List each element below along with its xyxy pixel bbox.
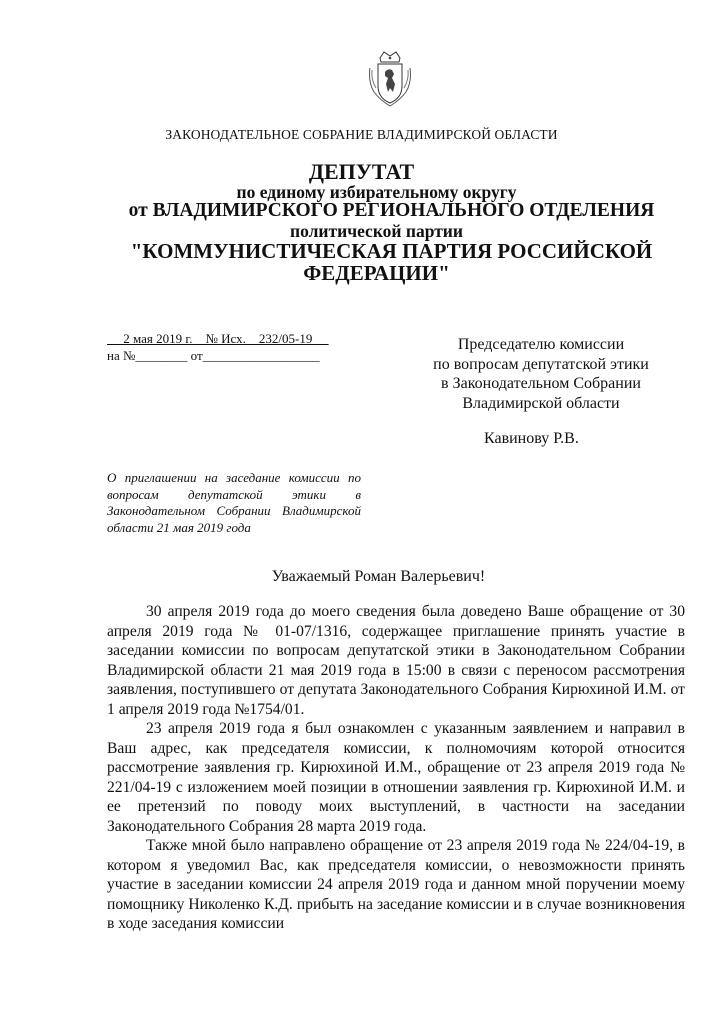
reply-reference: на №________ от__________________ (107, 347, 320, 363)
deputy-title-line: от ВЛАДИМИРСКОГО РЕГИОНАЛЬНОГО ОТДЕЛЕНИЯ (128, 200, 655, 222)
addressee-line: в Законодательном Собрании (441, 375, 641, 393)
deputy-title-block (0, 160, 723, 284)
body-paragraph: Также мной было направлено обращение от 23 апреля 2019 года № 224/04-19, в котором я уведомил Вас, как председателя комиссии, о невозможности принять участие в заседании комиссии 24 апреля 2019 года и данном мной поручении моему помощнику Николенко К.Д. прибыть на заседание комиссии и в случае возникновения в ходе заседания комиссии (107, 837, 685, 932)
outgoing-reference (107, 331, 329, 365)
deputy-title-line: политической партии (290, 220, 463, 241)
addressee-line: по вопросам депутатской этики (433, 355, 649, 373)
deputy-title-line: ФЕДЕРАЦИИ" (303, 261, 450, 286)
deputy-title-line: по единому избирательному округу (236, 182, 517, 203)
deputy-title: ДЕПУТАТ (308, 159, 415, 184)
letter-subject: О приглашении на заседание комиссии по вопросам депутатской этики в Законодательном Собрании Владимирской области 21 мая 2019 года (107, 470, 361, 535)
body-paragraph: 23 апреля 2019 года я был ознакомлен с указанным заявлением и направил в Ваш адрес, как председателя комиссии, к полномочиям которой относится рассмотрение заявления гр. Кирюхиной И.М., обращение от 23 апреля 2019 года № 221/04-19 с изложением моей позиции в отношении заявления гр. Кирюхиной И.М. и ее претензий по поводу моих выступлений, в частности на заседании Законодательного Собрания 28 марта 2019 года. (107, 720, 685, 835)
coat-of-arms-icon (366, 48, 414, 108)
letter-body (107, 602, 685, 934)
addressee-name: Кавинову Р.В. (484, 430, 579, 447)
addressee-line: Председателю комиссии (457, 336, 625, 353)
addressee-block (410, 335, 672, 413)
assembly-name: ЗАКОНОДАТЕЛЬНОЕ СОБРАНИЕ ВЛАДИМИРСКОЙ ОБЛАСТИ (165, 127, 558, 142)
body-paragraph: 30 апреля 2019 года до моего сведения была доведено Ваше обращение от 30 апреля 2019 года № 01-07/1316, содержащее приглашение принять участие в заседании комиссии по вопросам депутатской этики в Законодательном Собрании Владимирской области 21 мая 2019 года в 15:00 в связи с переносом рассмотрения заявления, поступившего от депутата Законодательного Собрания Кирюхиной И.М. от 1 апреля 2019 года №1754/01. (107, 603, 685, 718)
salutation: Уважаемый Роман Валерьевич! (271, 568, 486, 585)
outgoing-date-number: 2 мая 2019 г. № Исх. 232/05-19 (107, 331, 329, 346)
deputy-title-line: "КОММУНИСТИЧЕСКАЯ ПАРТИЯ РОССИЙСКОЙ (130, 239, 653, 264)
addressee-line: Владимирской области (462, 394, 620, 412)
